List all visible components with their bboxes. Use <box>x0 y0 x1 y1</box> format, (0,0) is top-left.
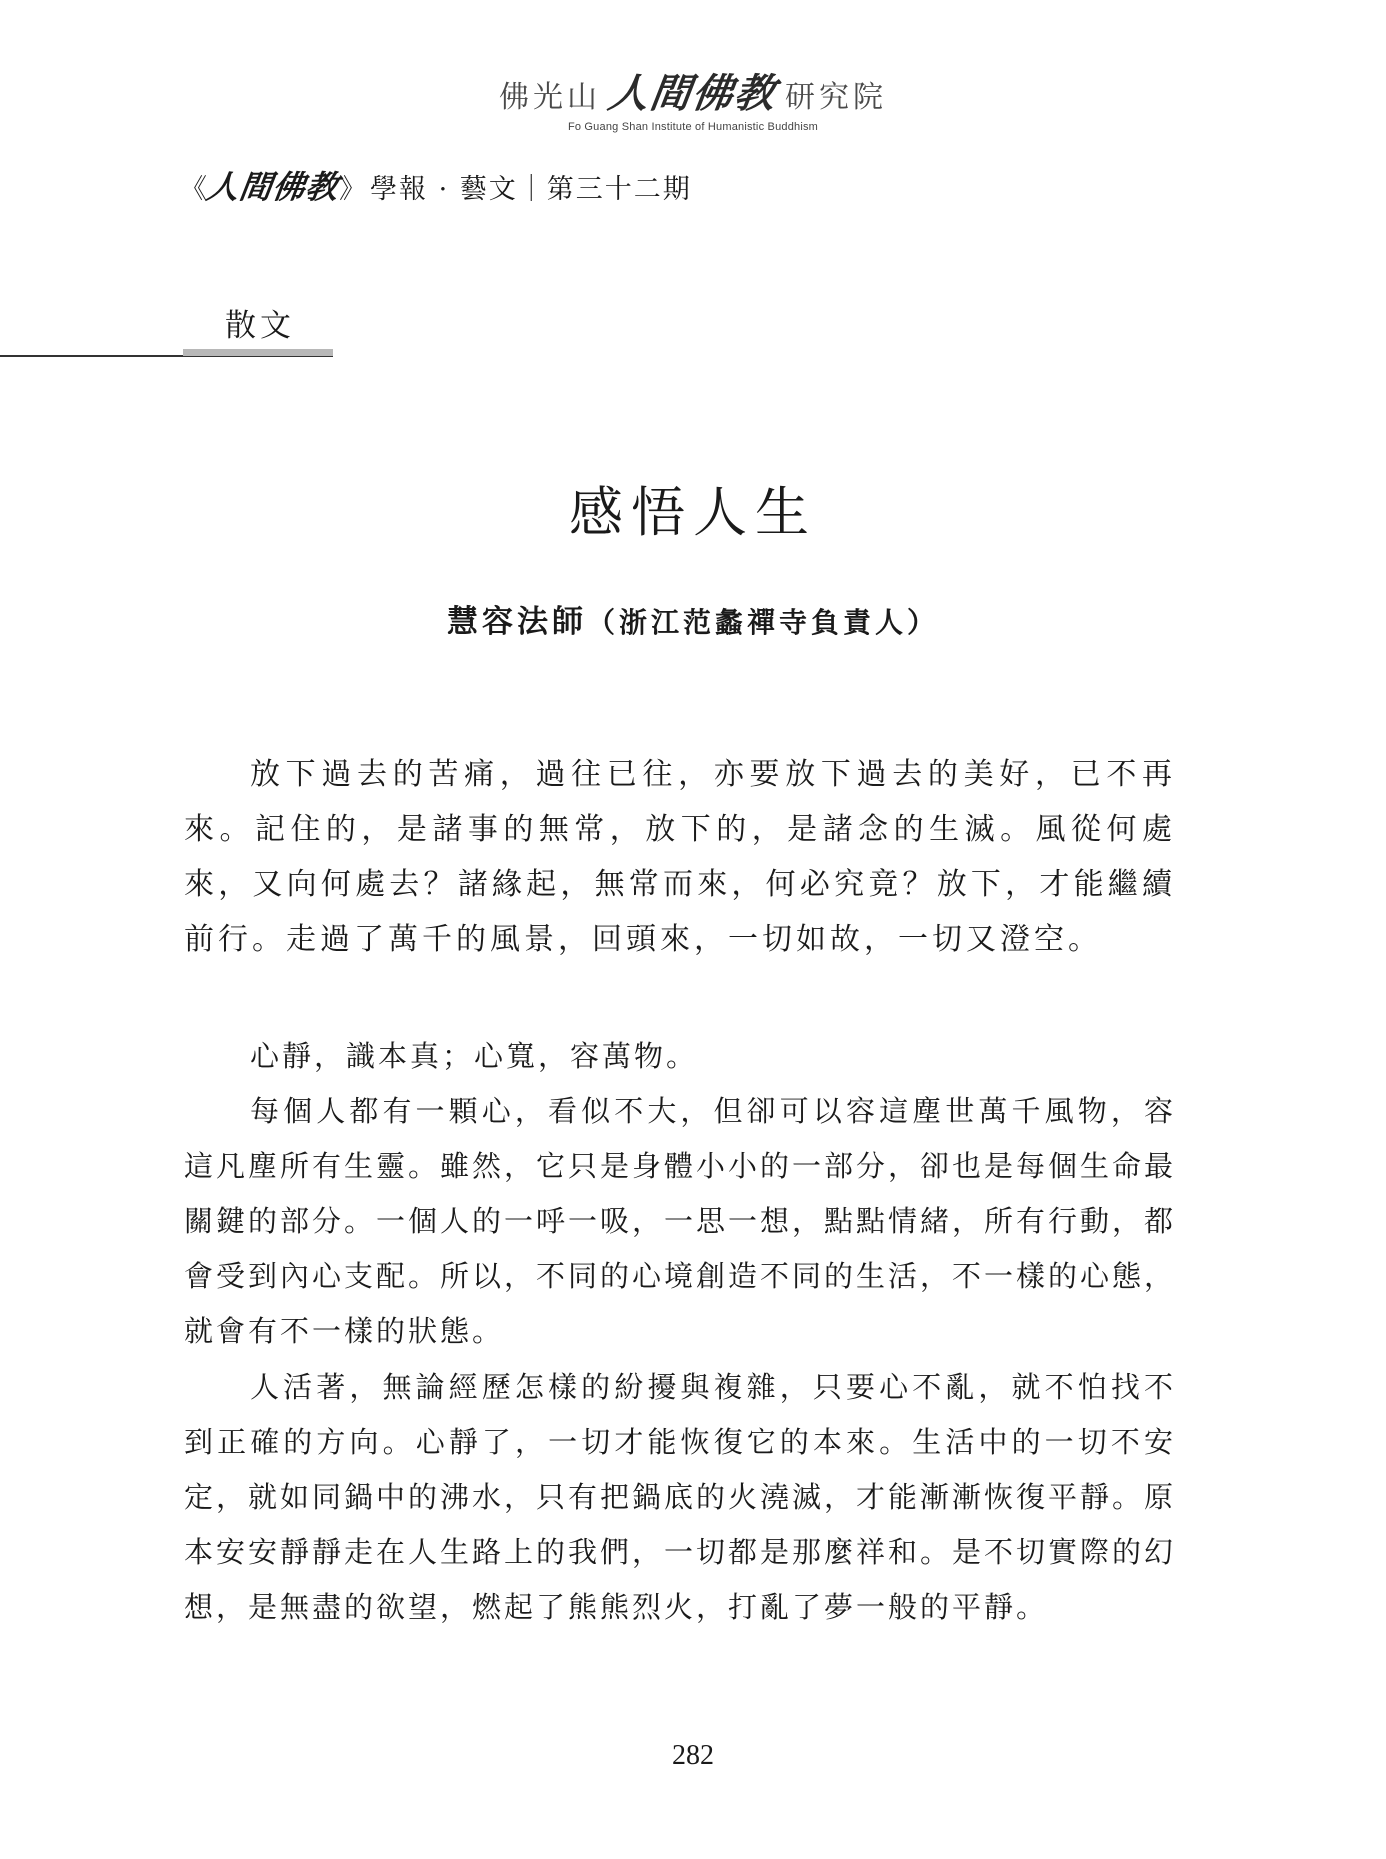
institute-suffix: 研究院 <box>785 80 887 115</box>
journal-open-bracket: 《 <box>180 174 207 205</box>
institute-english-name: Fo Guang Shan Institute of Humanistic Buddhism <box>567 121 819 133</box>
journal-header <box>180 162 692 208</box>
page-number: 282 <box>672 1740 714 1771</box>
body-paragraph: 每個人都有一顆心，看似不大，但卻可以容這塵世萬千風物，容這凡塵所有生靈。雖然，它只是身體小小的一部分，卻也是每個生命最關鍵的部分。一個人的一呼一吸，一思一想，點點情緒，所有行動，都會受到內心支配。所以，不同的心境創造不同的生活，不一樣的心態，就會有不一樣的狀態。 <box>184 1094 1177 1348</box>
institute-header <box>0 62 1386 133</box>
body-paragraph: 人活著，無論經歷怎樣的紛擾與複雜，只要心不亂，就不怕找不到正確的方向。心靜了，一切才能恢復它的本來。生活中的一切不安定，就如同鍋中的沸水，只有把鍋底的火澆滅，才能漸漸恢復平靜。原本安安靜靜走在人生路上的我們，一切都是那麼祥和。是不切實際的幻想，是無盡的欲望，燃起了熊熊烈火，打亂了夢一般的平靜。 <box>184 1370 1177 1624</box>
body-paragraph: 心靜，識本真；心寬，容萬物。 <box>250 1039 699 1073</box>
author-affiliation: （浙江范蠡禪寺負責人） <box>586 606 939 639</box>
journal-logo: 人間佛教 <box>204 168 342 206</box>
journal-close-bracket: 》 <box>339 174 367 205</box>
journal-issue-info: 學報 · 藝文｜第三十二期 <box>370 174 692 205</box>
article-title: 感悟人生 <box>569 481 817 544</box>
institute-logo-line <box>499 62 887 119</box>
institute-logo-calligraphy: 人間佛教 <box>605 70 780 117</box>
institute-prefix: 佛光山 <box>499 80 601 115</box>
section-divider-accent <box>183 349 333 356</box>
section-label: 散文 <box>225 308 295 344</box>
body-paragraph: 放下過去的苦痛，過往已往，亦要放下過去的美好，已不再來。記住的，是諸事的無常，放下的，是諸念的生滅。風從何處來，又向何處去？諸緣起，無常而來，何必究竟？放下，才能繼續前行。走過了萬千的風景，回頭來，一切如故，一切又澄空。 <box>184 757 1176 957</box>
article-byline <box>0 596 1386 641</box>
author-name: 慧容法師 <box>446 604 587 640</box>
